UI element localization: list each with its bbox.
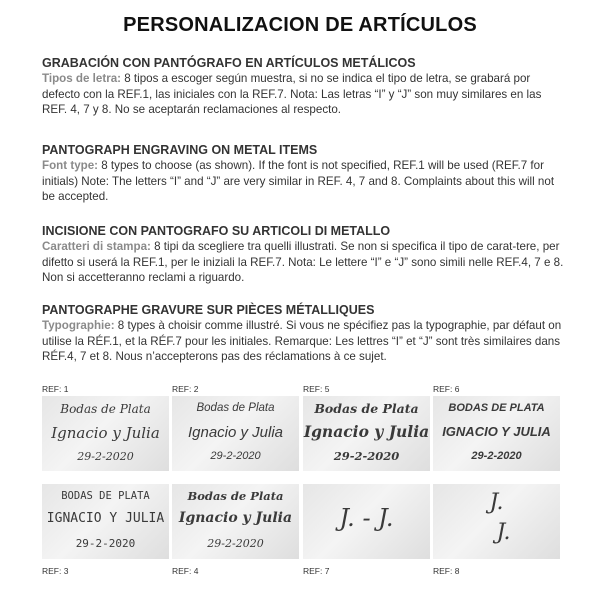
engraving-sample-ref8: [433, 484, 560, 559]
section-label: Font type:: [42, 159, 99, 172]
sample-line: Ignacio y Julia: [303, 422, 430, 441]
sample-line: Ignacio y Julia: [178, 510, 293, 526]
ref-label: REF: 5: [303, 384, 330, 394]
ref-label: REF: 1: [42, 384, 69, 394]
sample-line: Bodas de Plata: [60, 402, 151, 416]
section-label: Tipos de letra:: [42, 72, 122, 85]
ref-label: REF: 8: [433, 566, 460, 576]
sample-line: J.: [489, 490, 504, 515]
sample-line: BODAS DE PLATA: [61, 490, 150, 502]
section-text: 8 types à choisir comme illustré. Si vous ne spécifiez pas la typographie, par défaut on utilise la RÉF.1, et la RÉF.7 pour les initiales. Remarque: Les lettres “I” et “J” sont très similaires dans RÉF.4, 7 et 8. Nous n’accepterons pas des réclamations à ce sujet.: [42, 319, 562, 364]
section-text: 8 tipos a escoger según muestra, si no se indica el tipo de letra, se grabará por defecto con la REF.1, las iniciales con la REF.7. Nota: Las letras “I” y “J” son muy similares en las REF. 4, 7 y 8. No se aceptarán reclamaciones al respecto.: [42, 72, 542, 117]
engraving-sample-ref7: [303, 484, 430, 559]
section-text: 8 types to choose (as shown). If the font is not specified, REF.1 will be used (REF.7 for initials) Note: The letters “I” and “J” are very similar in REF. 4, 7 and 8. Complaints about this will not be accepted.: [42, 159, 555, 204]
engraving-sample-ref4: [172, 484, 299, 559]
engraving-sample-ref1: [42, 396, 169, 471]
section-heading: GRABACIÓN CON PANTÓGRAFO EN ARTÍCULOS METÁLICOS: [42, 56, 416, 70]
sample-line: Bodas de Plata: [187, 489, 284, 503]
sample-line: 29-2-2020: [471, 450, 522, 462]
sample-line: IGNACIO Y JULIA: [442, 424, 551, 439]
engraving-sample-ref3: [42, 484, 169, 559]
sample-line: 29-2-2020: [333, 449, 400, 463]
sample-line: 29-2-2020: [207, 537, 264, 550]
section-text: 8 tipi da scegliere tra quelli illustrati. Se non si specifica il tipo de carat-tere, per difetto si userá la REF.1, per le iniziali la REF.7. Nota: Le lettere “I” e “J” sono simili nelle REF.4, 7 e 8. Non si accetteranno reclami a riguardo.: [42, 240, 564, 285]
section-body: [42, 318, 567, 365]
section-heading: PANTOGRAPH ENGRAVING ON METAL ITEMS: [42, 143, 318, 157]
section-heading: PANTOGRAPHE GRAVURE SUR PIÈCES MÉTALLIQUES: [42, 303, 375, 317]
engraving-sample-ref5: [303, 396, 430, 471]
section-label: Typographie:: [42, 319, 115, 332]
sample-line: Bodas de Plata: [196, 402, 275, 414]
section-body: [42, 71, 567, 118]
sample-line: 29-2-2020: [75, 537, 136, 550]
section-label: Caratteri di stampa:: [42, 240, 151, 253]
ref-label: REF: 3: [42, 566, 69, 576]
sample-line: J.: [496, 520, 511, 545]
section-fr: [42, 303, 567, 365]
sample-line: BODAS DE PLATA: [448, 402, 545, 414]
ref-label: REF: 2: [172, 384, 199, 394]
engraving-sample-ref6: [433, 396, 560, 471]
ref-label: REF: 4: [172, 566, 199, 576]
section-body: [42, 239, 567, 286]
ref-label: REF: 7: [303, 566, 330, 576]
sample-line: Ignacio y Julia: [51, 424, 160, 442]
section-en: [42, 143, 567, 205]
section-heading: INCISIONE CON PANTOGRAFO SU ARTICOLI DI METALLO: [42, 224, 391, 238]
ref-label: REF: 6: [433, 384, 460, 394]
sample-line: Bodas de Plata: [314, 401, 419, 416]
sample-line: 29-2-2020: [77, 450, 134, 463]
section-es: [42, 56, 567, 118]
sample-line: Ignacio y Julia: [187, 424, 284, 441]
sample-line: J. - J.: [339, 504, 394, 532]
section-it: [42, 224, 567, 286]
section-body: [42, 158, 567, 205]
page-title: PERSONALIZACION DE ARTÍCULOS: [123, 14, 477, 36]
sample-line: IGNACIO Y JULIA: [46, 511, 165, 526]
sample-line: 29-2-2020: [210, 450, 261, 462]
engraving-sample-ref2: [172, 396, 299, 471]
